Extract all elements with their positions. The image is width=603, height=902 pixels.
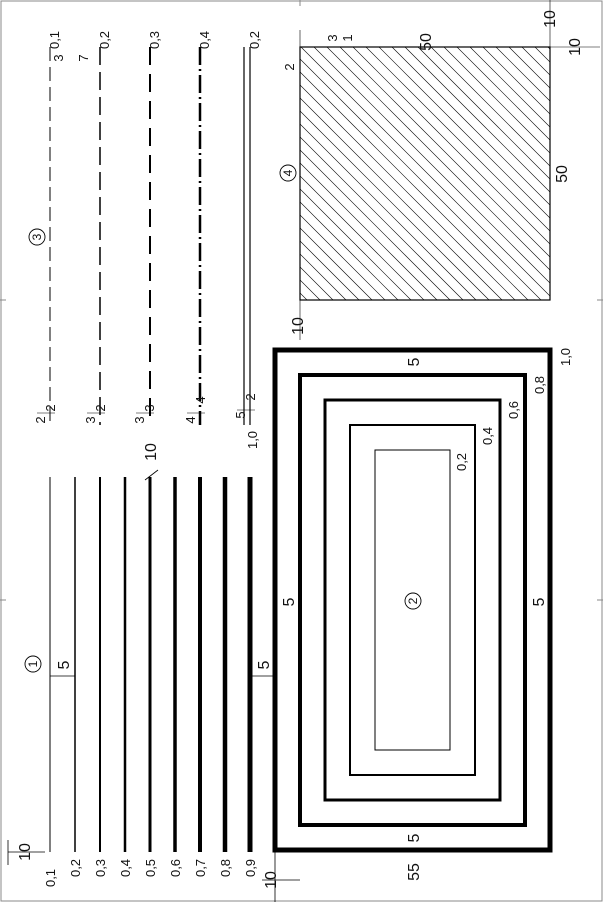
thickness-lines (50, 477, 250, 852)
section3-line-types (29, 31, 262, 449)
hatch-pitch-label: 2 (282, 63, 297, 71)
section1-line-thicknesses (8, 443, 258, 887)
thickness-label-0-3: 0,3 (93, 858, 108, 878)
rect-dim-55-label: 55 (406, 863, 423, 881)
section3-marker: 3 (30, 233, 44, 241)
thickness-label-0-8: 0,8 (218, 858, 233, 878)
section1-marker: 1 (26, 660, 40, 668)
rect-label-0-2: 0,2 (454, 452, 469, 472)
rect-label-1-0: 1,0 (558, 347, 573, 367)
linetype-gap-dim-4: 4 (193, 396, 208, 404)
thickness-label-0-9: 0,9 (243, 858, 258, 878)
rect-label-0-6: 0,6 (506, 400, 521, 420)
linetype-gap-dim-2c: 2 (243, 393, 258, 401)
linetype-label-0-2: 0,2 (97, 30, 112, 50)
hatch-label-3: 3 (325, 34, 340, 42)
rect-label-0-4: 0,4 (480, 426, 495, 446)
section4-marker: 4 (281, 169, 295, 177)
dim-label-10b: 10 (143, 443, 160, 461)
linetype-dash-dim-4: 4 (183, 416, 198, 424)
hatch-offset-right: 10 (567, 38, 584, 56)
section2-marker: 2 (406, 597, 420, 605)
thickness-label-0-7: 0,7 (193, 858, 208, 878)
linetype-label-0-4: 0,4 (197, 30, 212, 50)
hatch-size-right: 50 (554, 165, 571, 183)
linetype-label-0-2b: 0,2 (247, 30, 262, 50)
thickness-label-0-5: 0,5 (143, 858, 158, 878)
linetype-pitch-label: 1,0 (245, 430, 260, 450)
dim-label-5: 5 (56, 660, 73, 670)
rect-dim-10-label: 10 (263, 871, 280, 889)
linetype-row1-dim-3: 3 (51, 54, 66, 62)
linetype-label-0-3: 0,3 (147, 30, 162, 50)
thickness-label-0-4: 0,4 (118, 858, 133, 878)
rect-label-0-8: 0,8 (532, 375, 547, 395)
rect-gap-top: 5 (406, 357, 423, 367)
hatch-label-1: 1 (340, 34, 355, 42)
linetype-row1-dim-7: 7 (76, 54, 91, 62)
linetype-label-0-1: 0,1 (47, 30, 62, 50)
hatch-offset-right-top: 10 (542, 10, 559, 28)
hatch-offset-left: 10 (290, 317, 307, 335)
linetype-gap-dim-3: 3 (142, 404, 157, 412)
thickness-label-0-2: 0,2 (68, 858, 83, 878)
linetype-dash-dim-5: 5 (233, 411, 248, 419)
linetype-gap-dim-2: 2 (43, 404, 58, 412)
linetype-dash-dim-3: 3 (83, 416, 98, 424)
thickness-label-0-1: 0,1 (43, 868, 58, 888)
rect-dim-5-label: 5 (256, 660, 273, 670)
linetype-dash-dim-2: 2 (33, 416, 48, 424)
thickness-label-0-6: 0,6 (168, 858, 183, 878)
dim-label-10: 10 (17, 843, 34, 861)
rect-gap-right: 5 (531, 597, 548, 607)
rect-gap-left: 5 (281, 597, 298, 607)
linetype-gap-dim-2b: 2 (93, 404, 108, 412)
rect-gap-bottom: 5 (406, 833, 423, 843)
hatch-pattern (300, 0, 550, 543)
linetype-dash-dim-3b: 3 (132, 416, 147, 424)
hatch-size-top: 50 (418, 33, 435, 51)
section2-nested-rectangles (250, 348, 573, 902)
